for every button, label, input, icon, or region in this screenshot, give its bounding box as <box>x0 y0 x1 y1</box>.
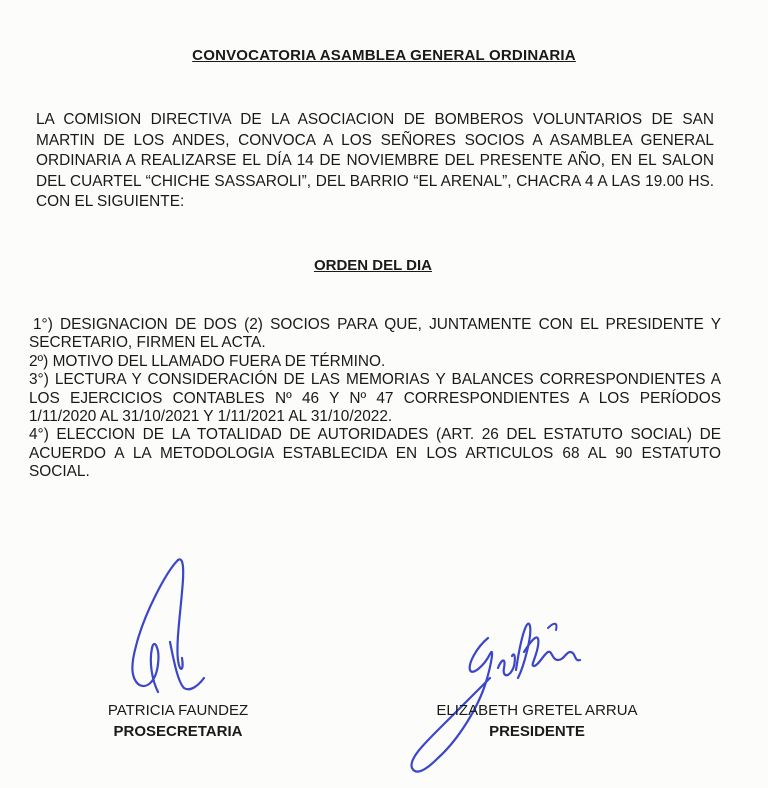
signatory-left-name: PATRICIA FAUNDEZ <box>107 702 249 719</box>
agenda-item-4: 4°) ELECCION DE LA TOTALIDAD DE AUTORIDADES (ART. 26 DEL ESTATUTO SOCIAL) DE ACUERDO A LA METODOLOGIA ESTABLECIDA EN LOS ARTICULOS 68 AL 90 ESTATUTO SOCIAL. <box>29 426 721 481</box>
signatory-left <box>78 700 278 742</box>
agenda-title: ORDEN DEL DIA <box>313 257 433 274</box>
agenda-item-3: 3°) LECTURA Y CONSIDERACIÓN DE LAS MEMORIAS Y BALANCES CORRESPONDIENTES A LOS EJERCICIOS CONTABLES Nº 46 Y Nº 47 CORRESPONDIENTES A LOS PERÍODOS 1/11/2020 AL 31/10/2021 Y 1/11/2021 AL 31/10/2022. <box>29 371 721 426</box>
signatory-right-role: PRESIDENTE <box>489 723 585 740</box>
intro-paragraph: LA COMISION DIRECTIVA DE LA ASOCIACION DE BOMBEROS VOLUNTARIOS DE SAN MARTIN DE LOS ANDES, CONVOCA A LOS SEÑORES SOCIOS A ASAMBLEA GENERAL ORDINARIA A REALIZARSE EL DÍA 14 DE NOVIEMBRE DEL PRESENTE AÑO, EN EL SALON DEL CUARTEL “CHICHE SASSAROLI”, DEL BARRIO “EL ARENAL”, CHACRA 4 A LAS 19.00 HS. CON EL SIGUIENTE: <box>36 111 714 210</box>
agenda-item-2: 2º) MOTIVO DEL LLAMADO FUERA DE TÉRMINO. <box>29 352 386 370</box>
signatory-right-name: ELIZABETH GRETEL ARRUA <box>436 702 638 719</box>
document-title: CONVOCATORIA ASAMBLEA GENERAL ORDINARIA <box>192 47 576 64</box>
signatory-right <box>396 700 678 742</box>
signature-right <box>398 608 598 788</box>
signatory-left-role: PROSECRETARIA <box>113 723 243 740</box>
signature-left <box>118 552 208 712</box>
agenda-list <box>29 316 721 482</box>
agenda-item-1: 1°) DESIGNACION DE DOS (2) SOCIOS PARA QUE, JUNTAMENTE CON EL PRESIDENTE Y SECRETARIO, FIRMEN EL ACTA. <box>29 316 721 352</box>
